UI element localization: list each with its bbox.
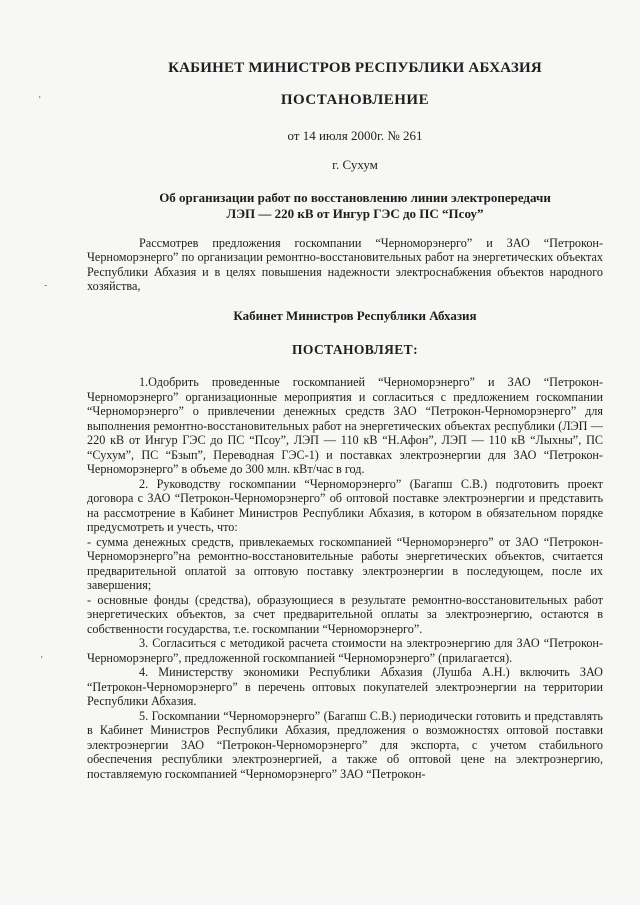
paragraph-2: 2. Руководству госкомпании “Черноморэнерго” (Багапш С.В.) подготовить проект договора с ЗАО “Петрокон-Черноморэнерго” об оптовой поставке электроэнергии и представить на рассмотрение в Кабинет Министров Республики Абхазия, в котором в обязательном порядке предусмотреть и учесть, что: <box>87 476 603 534</box>
resolves-subheading: ПОСТАНОВЛЯЕТ: <box>291 342 418 357</box>
organization-title: КАБИНЕТ МИНИСТРОВ РЕСПУБЛИКИ АБХАЗИЯ <box>168 60 542 76</box>
margin-speck: ʼ <box>40 655 44 666</box>
subject-line-2: ЛЭП — 220 кВ от Ингур ГЭС до ПС “Псоу” <box>226 206 484 221</box>
margin-speck: - <box>44 280 48 291</box>
paragraph-2-item-1: - сумма денежных средств, привлекаемых госкомпанией “Черноморэнерго” от ЗАО “Петрокон-Черноморэнерго”на ремонтно-восстановительные работы энергетических объектов, считается предварительной оплатой за оптовую поставку электроэнергии в последующем, после их завершения; <box>87 534 603 592</box>
margin-speck: ʼ <box>38 95 42 106</box>
subject-line-1: Об организации работ по восстановлению линии электропередачи <box>159 190 551 205</box>
paragraph-3: 3. Согласиться с методикой расчета стоимости на электроэнергию для ЗАО “Петрокон-Черноморэнерго”, предложенной госкомпанией “Черноморэнерго” (прилагается). <box>87 636 603 665</box>
date-line: от 14 июля 2000г. № 261 <box>287 128 423 143</box>
intro-paragraph: Рассмотрев предложения госкомпании “Черноморэнерго” и ЗАО “Петрокон-Черноморэнерго” по организации ремонтно-восстановительных работ на энергетических объектах Республики Абхазия и в целях повышения надежности электроснабжения объектов народного хозяйства, <box>87 236 603 294</box>
city-line: г. Сухум <box>332 157 378 172</box>
document-subject <box>90 190 620 222</box>
paragraph-1: 1.Одобрить проведенные госкомпанией “Черноморэнерго” и ЗАО “Петрокон-Черноморэнерго” организационные мероприятия и согласиться с предложением госкомпании “Черноморэнерго” о привлечении денежных средств ЗАО “Петрокон-Черноморэнерго” для выполнения ремонтно-восстановительных работ на энергетических объектах республики (ЛЭП — 220 кВ от Ингур ГЭС до ПС “Псоу”, ЛЭП — 110 кВ “Н.Афон”, ЛЭП — 110 кВ “Лыхны”, ПС “Сухум”, ПС “Бзып”, Переводная ГЭС-1) и поставках электроэнергии для ЗАО “Петрокон-Черноморэнерго” в объеме до 300 млн. кВт/час в год. <box>87 375 603 476</box>
resolution-body <box>87 375 603 781</box>
document-type: ПОСТАНОВЛЕНИЕ <box>280 92 430 108</box>
cabinet-subheading: Кабинет Министров Республики Абхазия <box>233 308 477 323</box>
paragraph-2-item-2: - основные фонды (средства), образующиеся в результате ремонтно-восстановительных работ энергетических объектов, за счет предварительной оплаты за электроэнергию, остаются в собственности государства, т.е. госкомпании “Черноморэнерго”. <box>87 592 603 636</box>
paragraph-4: 4. Министерству экономики Республики Абхазия (Лушба А.Н.) включить ЗАО “Петрокон-Черноморэнерго” в перечень оптовых покупателей электроэнергии на территории Республики Абхазия. <box>87 665 603 708</box>
paragraph-5: 5. Госкомпании “Черноморэнерго” (Багапш С.В.) периодически готовить и представлять в Кабинет Министров Республики Абхазия, предложения о возможностях оптовой поставки электроэнергии ЗАО “Петрокон-Черноморэнерго” для экспорта, с учетом стабильного обеспечения республики электроэнергией, а также об оптовой цене на электроэнергию, поставляемую госкомпанией “Черноморэнерго” ЗАО “Петрокон- <box>87 708 603 781</box>
